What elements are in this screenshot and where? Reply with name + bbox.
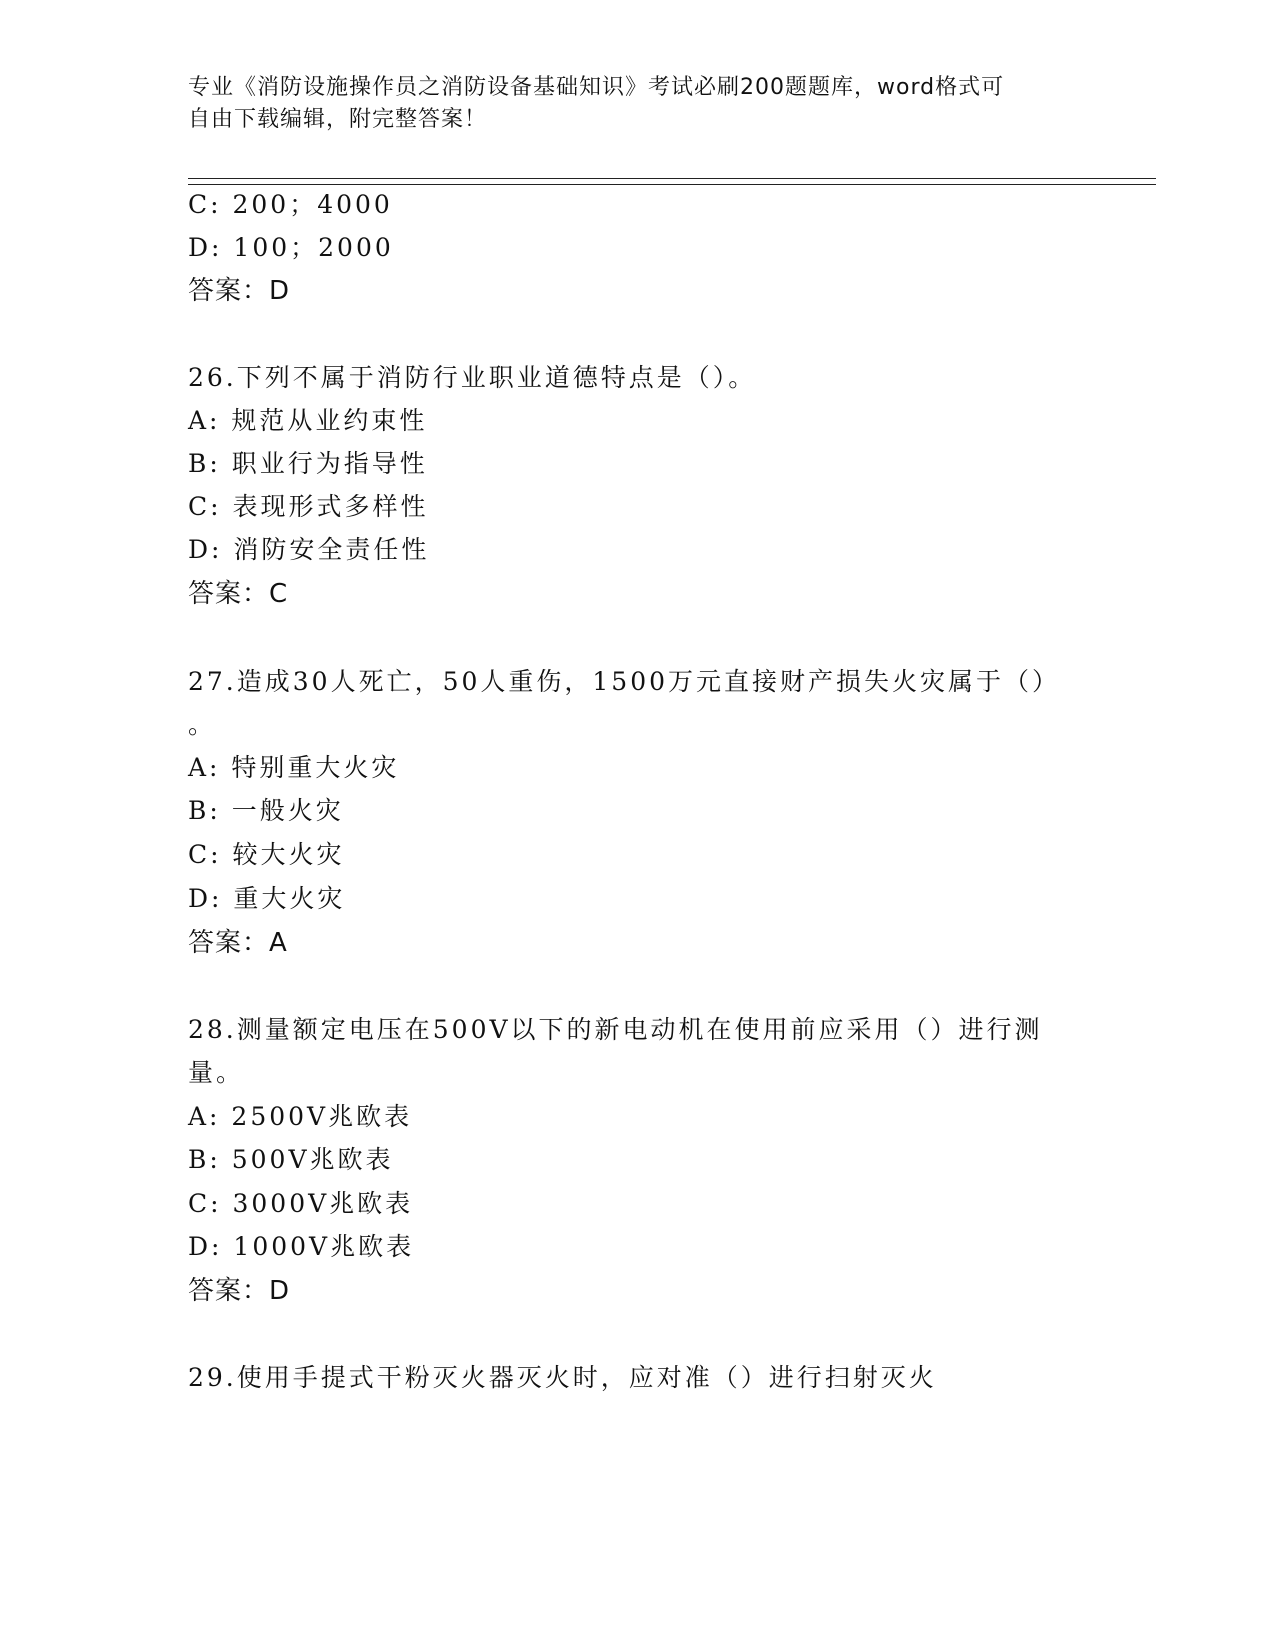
document-header: [188, 72, 1068, 136]
q29-stem: 29.使用手提式干粉灭火器灭火时，应对准（）进行扫射灭火: [188, 1363, 937, 1392]
q26-option-a: A: 规范从业约束性: [188, 406, 428, 435]
prev-option-d: D: 100；2000: [188, 233, 394, 262]
q28-option-a: A: 2500V兆欧表: [188, 1102, 413, 1131]
q26-stem: 26.下列不属于消防行业职业道德特点是（）。: [188, 363, 757, 392]
q28-stem-line-2: 量。: [188, 1058, 245, 1087]
q27-stem-line-2: 。: [188, 710, 217, 739]
q28-option-b: B: 500V兆欧表: [188, 1145, 394, 1174]
q28-option-c: C: 3000V兆欧表: [188, 1189, 414, 1218]
header-divider-top: [188, 178, 1156, 179]
q28-option-d: D: 1000V兆欧表: [188, 1232, 415, 1261]
header-line-2: 自由下载编辑，附完整答案！: [188, 107, 488, 132]
q26-option-b: B: 职业行为指导性: [188, 449, 428, 478]
q27-option-d: D: 重大火灾: [188, 884, 346, 913]
q26-option-c: C: 表现形式多样性: [188, 492, 429, 521]
q27-answer: 答案：A: [188, 928, 288, 958]
q28-answer: 答案：D: [188, 1276, 291, 1306]
q26-answer: 答案：C: [188, 579, 289, 609]
q27-option-c: C: 较大火灾: [188, 840, 345, 869]
q27-option-b: B: 一般火灾: [188, 796, 344, 825]
prev-answer: 答案：D: [188, 276, 291, 306]
prev-option-c: C: 200；4000: [188, 190, 393, 219]
header-line-1: 专业《消防设施操作员之消防设备基础知识》考试必刷200题题库，word格式可: [188, 75, 1005, 100]
q26-option-d: D: 消防安全责任性: [188, 535, 430, 564]
header-divider-bottom: [188, 184, 1156, 185]
q27-option-a: A: 特别重大火灾: [188, 753, 400, 782]
q28-stem-line-1: 28.测量额定电压在500V以下的新电动机在使用前应采用（）进行测: [188, 1015, 1043, 1044]
q27-stem-line-1: 27.造成30人死亡，50人重伤，1500万元直接财产损失火灾属于（）: [188, 667, 1061, 696]
